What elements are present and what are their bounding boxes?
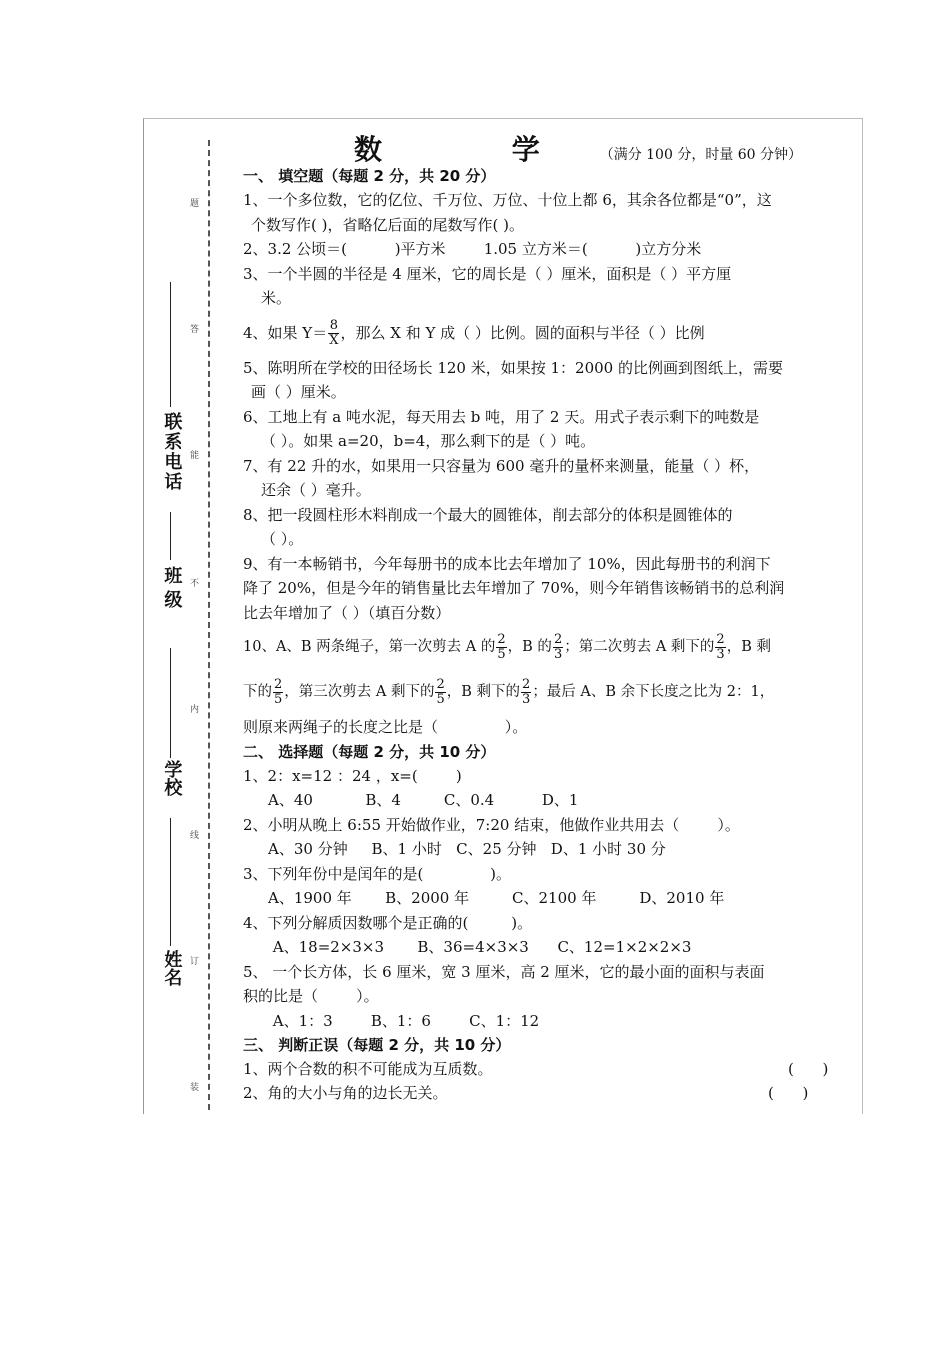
exam-content — [243, 128, 843, 1105]
class-label: 班 级 — [161, 566, 183, 609]
phone-blank-line — [170, 282, 171, 407]
name-blank-line — [170, 818, 171, 946]
section-heading: 二、 选择题（每题 2 分，共 10 分） — [243, 742, 496, 761]
seal-char: 不 — [190, 579, 200, 589]
seal-char: 题 — [190, 199, 200, 209]
answer-options: A、40 B、4 C、0.4 D、1 — [268, 791, 579, 809]
answer-options: A、1900 年 B、2000 年 C、2100 年 D、2010 年 — [268, 889, 725, 907]
question: 7、有 22 升的水，如果用一只容量为 600 毫升的量杯来测量，能量（ ）杯， 还余（ ）毫升。 — [243, 456, 760, 499]
question: 9、有一本畅销书，今年每册书的成本比去年增加了 10%，因此每册书的利润下 降了 20%，但是今年的销售量比去年增加了 70%，则今年销售该畅销书的总利润 比去年增加了（ ）（填百分数） — [243, 554, 785, 622]
exam-info: （满分 100 分，时量 60 分钟） — [599, 147, 803, 163]
question: 4、下列分解质因数哪个是正确的( )。 — [243, 913, 533, 932]
question: 1、一个多位数，它的亿位、千万位、万位、十位上都 6，其余各位都是“0”，这 个数写作( )，省略亿后面的尾数写作( )。 — [243, 191, 772, 234]
question: 10、A、B 两条绳子，第一次剪去 A 的 $\frac{2}{5}$ ，B 的 $\frac{2}{3}$ ；第二次剪去 A 剩下的 $\frac{2}{3}$ ，B 剩 下的 $\frac{2}{5}$ ，第三次剪去 A 剩下的 $\frac{2}{5}$ ，B 剩下的 $\frac{2}{3}$ ；最后 A、B 余下长度之比为 2：1， 则原来两绳子的长度之比是（ ）。 — [243, 631, 775, 736]
seal-char: 线 — [190, 831, 200, 841]
binding-dashed-line — [208, 140, 210, 1110]
section-heading: 一、 填空题（每题 2 分，共 20 分） — [243, 167, 496, 185]
question: 3、下列年份中是闰年的是( )。 — [243, 864, 512, 883]
answer-blank: ( ) — [768, 1084, 809, 1102]
answer-options: A、30 分钟 B、1 小时 C、25 分钟 D、1 小时 30 分 — [268, 840, 666, 858]
question: 4、如果 Y＝ $\frac{8}{X}$ ，那么 X 和 Y 成（ ）比例。圆的面积与半径（ ）比例 — [243, 318, 705, 348]
question: 5、陈明所在学校的田径场长 120 米，如果按 1：2000 的比例画到图纸上，需要 画（ ）厘米。 — [243, 358, 783, 401]
question: 8、把一段圆柱形木料削成一个最大的圆锥体，削去部分的体积是圆锥体的 （ ）。 — [243, 505, 733, 548]
answer-blank: ( ) — [788, 1060, 829, 1078]
fraction: $\frac{2}{5}$ — [497, 631, 506, 662]
seal-char: 答 — [190, 325, 200, 335]
answer-options: A、1：3 B、1：6 C、1：12 — [268, 1011, 540, 1030]
fraction: $\frac{2}{3}$ — [553, 631, 563, 662]
phone-label: 联系电话 — [161, 412, 183, 492]
section-heading: 三、 判断正误（每题 2 分，共 10 分） — [243, 1036, 511, 1054]
seal-char: 内 — [190, 705, 200, 715]
school-label: 学校 — [161, 760, 183, 796]
seal-char: 能 — [190, 451, 200, 461]
question: 6、工地上有 a 吨水泥，每天用去 b 吨，用了 2 天。用式子表示剩下的吨数是 （ ）。如果 a=20，b=4，那么剩下的是（ ）吨。 — [243, 407, 760, 450]
fraction: $\frac{8}{X}$ — [329, 318, 339, 348]
fraction: $\frac{2}{3}$ — [716, 631, 725, 662]
question: 5、 一个长方体，长 6 厘米，宽 3 厘米，高 2 厘米，它的最小面的面积与表面 积的比是（ ）。 — [243, 962, 765, 1005]
fraction: $\frac{2}{5}$ — [274, 676, 283, 707]
answer-options: A、18=2×3×3 B、36=4×3×3 C、12=1×2×2×3 — [268, 938, 692, 956]
question: 3、一个半圆的半径是 4 厘米，它的周长是（ ）厘米，面积是（ ）平方厘 米。 — [243, 264, 732, 307]
question: 1、2：x=12 ：24 ，x=( ) — [243, 766, 462, 785]
judge-question: 2、角的大小与角的边长无关。 ( ) — [243, 1081, 843, 1105]
fraction: $\frac{2}{5}$ — [436, 676, 445, 707]
question: 2、3.2 公顷＝( )平方米 1.05 立方米＝( )立方分米 — [243, 240, 702, 258]
question: 2、小明从晚上 6:55 开始做作业，7:20 结束，他做作业共用去（ ）。 — [243, 815, 740, 834]
school-blank-line — [170, 648, 171, 758]
exam-title — [313, 128, 843, 164]
subject-title: 数 学 — [353, 133, 600, 166]
name-label: 姓名 — [161, 950, 183, 986]
judge-question: 1、两个合数的积不可能成为互质数。 ( ) — [243, 1057, 843, 1081]
seal-char: 装 — [190, 1083, 200, 1093]
seal-char: 订 — [190, 957, 200, 967]
fraction: $\frac{2}{3}$ — [522, 676, 531, 707]
class-blank-line — [170, 512, 171, 560]
